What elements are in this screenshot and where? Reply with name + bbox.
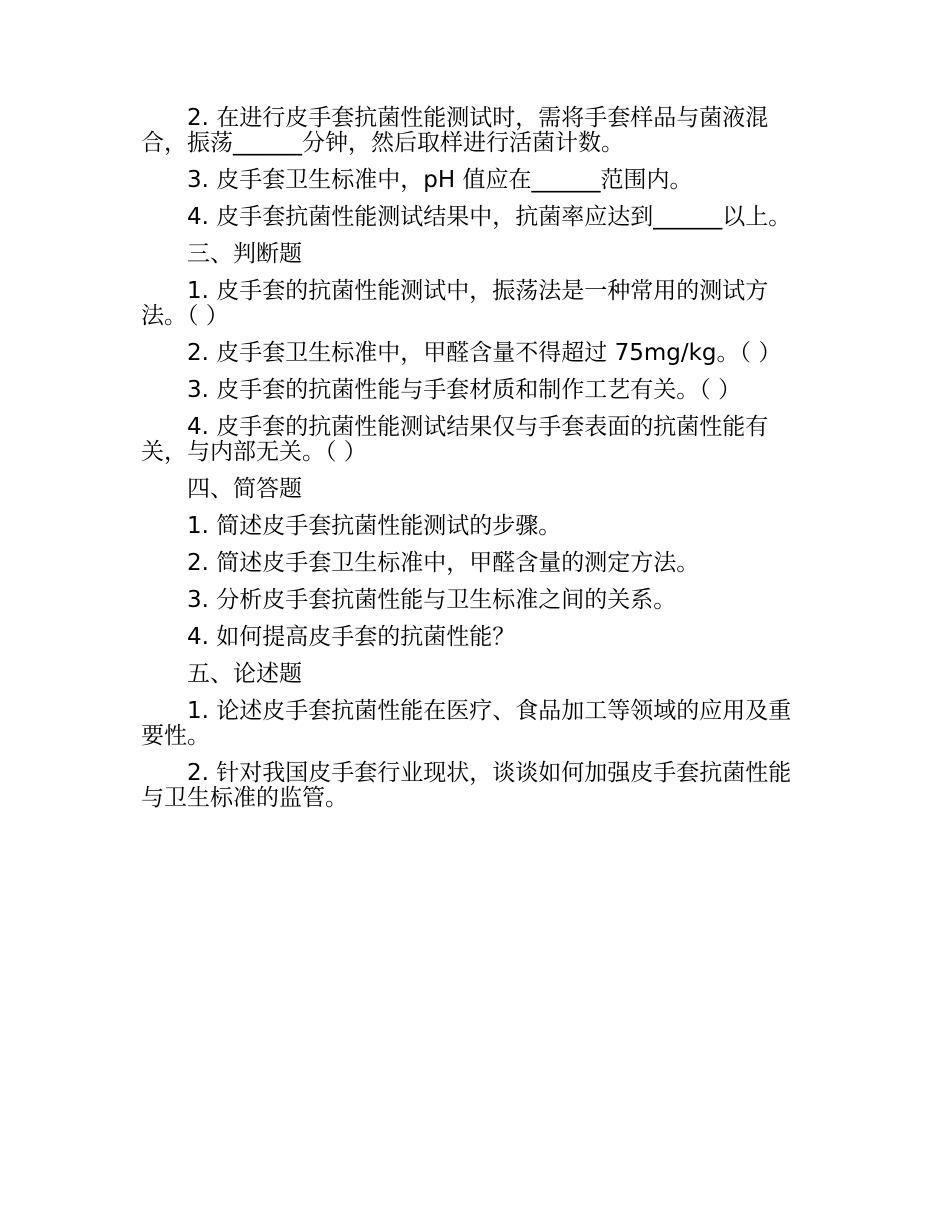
section-heading-judgment: 三、判断题	[187, 241, 302, 267]
judgment-question-2: 2. 皮手套卫生标准中，甲醛含量不得超过 75mg/kg。（ ）	[187, 340, 782, 366]
essay-question-1: 1. 论述皮手套抗菌性能在医疗、食品加工等领域的应用及重要性。	[141, 698, 792, 749]
document-body	[141, 106, 813, 823]
judgment-question-1: 1. 皮手套的抗菌性能测试中，振荡法是一种常用的测试方法。（ ）	[141, 278, 769, 329]
judgment-question-4: 4. 皮手套的抗菌性能测试结果仅与手套表面的抗菌性能有关，与内部无关。（ ）	[141, 414, 769, 465]
short-answer-question-2: 2. 简述皮手套卫生标准中，甲醛含量的测定方法。	[187, 550, 700, 576]
judgment-question-3: 3. 皮手套的抗菌性能与手套材质和制作工艺有关。（ ）	[187, 377, 742, 403]
fill-in-question-3: 3. 皮手套卫生标准中，pH 值应在______范围内。	[187, 167, 693, 193]
fill-in-question-2: 2. 在进行皮手套抗菌性能测试时，需将手套样品与菌液混合，振荡______分钟，然后取样进行活菌计数。	[141, 105, 769, 156]
short-answer-question-4: 4. 如何提高皮手套的抗菌性能？	[187, 624, 516, 650]
essay-question-2: 2. 针对我国皮手套行业现状，谈谈如何加强皮手套抗菌性能与卫生标准的监管。	[141, 760, 792, 811]
fill-in-question-4: 4. 皮手套抗菌性能测试结果中，抗菌率应达到______以上。	[187, 204, 792, 230]
short-answer-question-1: 1. 简述皮手套抗菌性能测试的步骤。	[187, 513, 562, 539]
section-heading-short-answer: 四、简答题	[187, 476, 302, 502]
short-answer-question-3: 3. 分析皮手套抗菌性能与卫生标准之间的关系。	[187, 587, 677, 613]
section-heading-essay: 五、论述题	[187, 661, 302, 687]
